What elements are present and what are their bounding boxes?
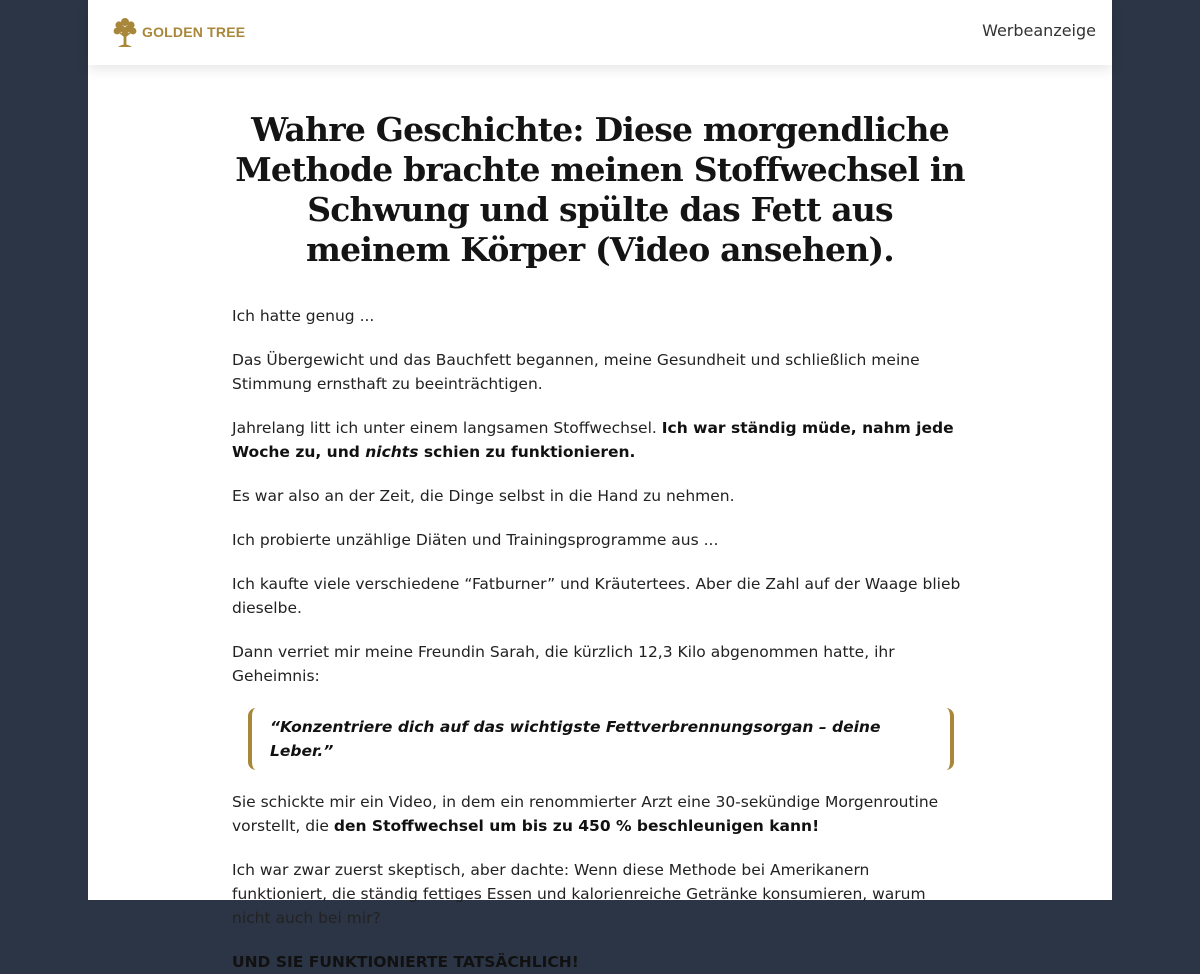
paragraph-10: UND SIE FUNKTIONIERTE TATSÄCHLICH! xyxy=(232,953,579,971)
blockquote: “Konzentriere dich auf das wichtigste Fettverbrennungsorgan – deine Leber.” xyxy=(248,708,954,770)
paragraph-8 xyxy=(232,790,968,838)
paragraph-6: Ich kaufte viele verschiedene “Fatburner” und Kräutertees. Aber die Zahl auf der Waage blieb dieselbe. xyxy=(232,575,961,617)
logo-text: GOLDEN TREE xyxy=(142,24,246,40)
paragraph-5: Ich probierte unzählige Diäten und Trainingsprogramme aus ... xyxy=(232,531,719,549)
page xyxy=(88,0,1112,971)
site-header xyxy=(88,0,1112,65)
article-title: Wahre Geschichte: Diese morgendliche Methode brachte meinen Stoffwechsel in Schwung und spülte das Fett aus meinem Körper (Video ansehen). xyxy=(235,110,965,269)
paragraph-1: Ich hatte genug ... xyxy=(232,307,375,325)
paragraph-3 xyxy=(232,416,968,464)
paragraph-3-bold-a: Ich war ständig müde, nahm jede Woche zu, und xyxy=(232,419,954,461)
paragraph-3-bold-italic: nichts xyxy=(365,443,419,461)
paragraph-8-bold: den Stoffwechsel um bis zu 450 % beschleunigen kann! xyxy=(333,817,820,835)
paragraph-3-bold-b: schien zu funktionieren. xyxy=(418,443,636,461)
paragraph-2: Das Übergewicht und das Bauchfett begannen, meine Gesundheit und schließlich meine Stimmung ernsthaft zu beeinträchtigen. xyxy=(232,351,920,393)
article xyxy=(232,110,968,974)
paragraph-7: Dann verriet mir meine Freundin Sarah, die kürzlich 12,3 Kilo abgenommen hatte, ihr Geheimnis: xyxy=(232,643,895,685)
paragraph-3-text: Jahrelang litt ich unter einem langsamen Stoffwechsel. xyxy=(232,419,662,437)
paragraph-4: Es war also an der Zeit, die Dinge selbst in die Hand zu nehmen. xyxy=(232,487,735,505)
logo[interactable] xyxy=(112,14,245,50)
tree-icon xyxy=(112,15,138,49)
advertisement-label: Werbeanzeige xyxy=(982,21,1096,40)
paragraph-8-text: Sie schickte mir ein Video, in dem ein renommierter Arzt eine 30-sekündige Morgenroutine vorstellt, die xyxy=(232,793,939,835)
paragraph-9: Ich war zwar zuerst skeptisch, aber dachte: Wenn diese Methode bei Amerikanern funktioniert, die ständig fettiges Essen und kalorienreiche Getränke konsumieren, warum nicht auch bei mir? xyxy=(232,861,926,927)
